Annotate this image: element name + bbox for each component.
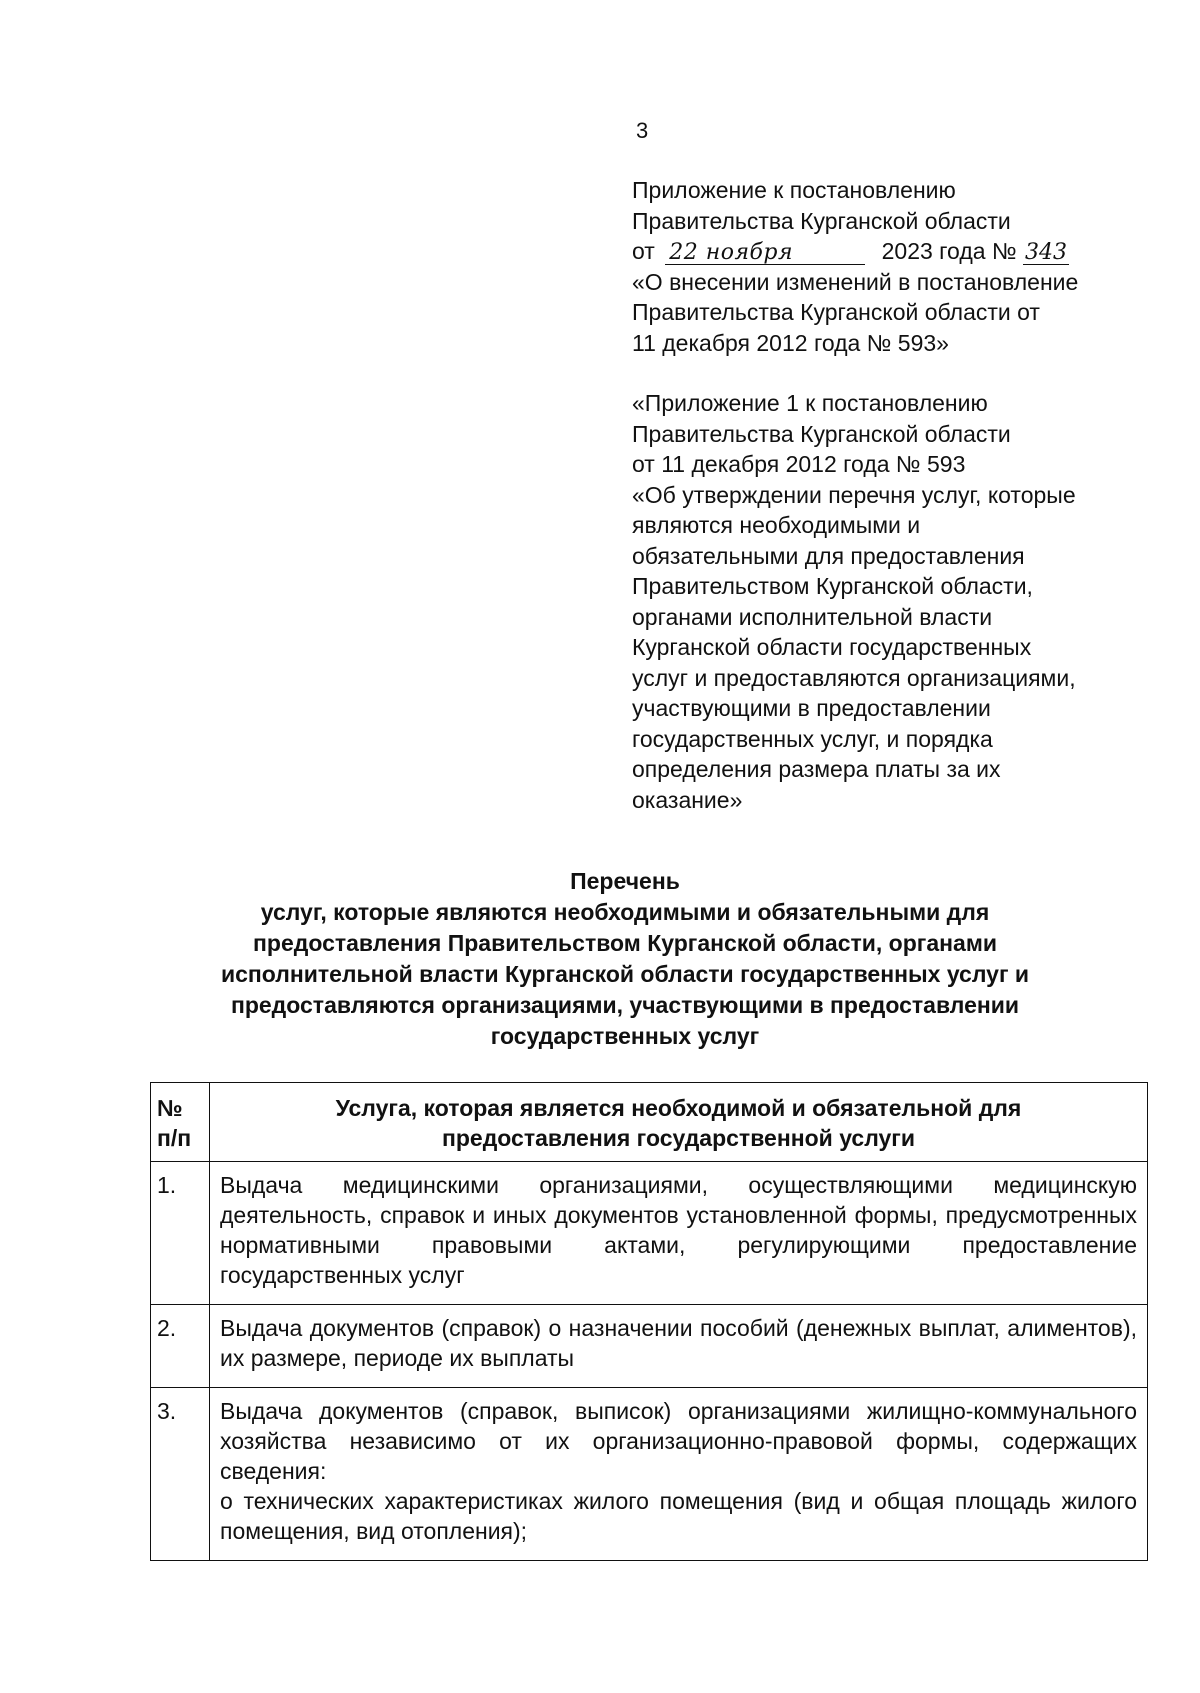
year-text: 2023 года №	[881, 238, 1017, 264]
document-title	[150, 866, 1100, 1052]
date-prefix: от	[632, 238, 655, 264]
services-table	[150, 1082, 1148, 1561]
appendix1-line: Правительством Курганской области,	[632, 573, 1033, 599]
appendix1-line: государственных услуг, и порядка	[632, 725, 993, 752]
page-number: 3	[636, 118, 649, 143]
table-row	[151, 1162, 1148, 1305]
row-service-text-extra: о технических характеристиках жилого помещения (вид и общая площадь жилого помещения, вид отопления);	[220, 1488, 1137, 1544]
appendix1-line: обязательными для предоставления	[632, 542, 1025, 569]
table-row	[151, 1388, 1148, 1561]
appendix1-line: определения размера платы за их	[632, 756, 1001, 782]
handwritten-number: 343	[1025, 240, 1068, 265]
appendix-line: Правительства Курганской области	[632, 207, 1011, 234]
handwritten-date: 22 ноября	[665, 242, 865, 265]
title-heading: Перечень	[570, 868, 680, 894]
appendix1-line: Курганской области государственных	[632, 634, 1032, 660]
appendix1-line: участвующими в предоставлении	[632, 695, 991, 721]
column-header-service-line1: Услуга, которая является необходимой и обязательной для	[335, 1095, 1022, 1121]
appendix-line: Правительства Курганской области от	[632, 299, 1040, 325]
appendix1-line: оказание»	[632, 786, 743, 813]
appendix1-line: от 11 декабря 2012 года № 593	[632, 451, 966, 477]
appendix-1-block	[632, 388, 1172, 815]
column-header-number-line2: п/п	[157, 1125, 192, 1151]
row-number: 1.	[151, 1162, 210, 1305]
appendix1-line: Правительства Курганской области	[632, 420, 1011, 447]
column-header-service	[210, 1083, 1148, 1162]
row-service-text: Выдача документов (справок, выписок) организациями жилищно-коммунального хозяйства независимо от их организационно-правовой формы, содержащих сведения:	[220, 1398, 1137, 1484]
appendix-line: «О внесении изменений в постановление	[632, 268, 1079, 295]
row-service-text: Выдача документов (справок) о назначении пособий (денежных выплат, алиментов), их размере, периоде их выплаты	[210, 1305, 1148, 1388]
column-header-number-line1: №	[157, 1095, 183, 1121]
table-row	[151, 1305, 1148, 1388]
title-subtitle: услуг, которые являются необходимыми и обязательными для предоставления Правительством Курганской области, органами исполнительной власти Курганской области государственных услуг и предоставляются организациями, участвующими в предоставлении государственных услуг	[220, 899, 1030, 1049]
appendix1-line: услуг и предоставляются организациями,	[632, 664, 1076, 691]
appendix1-line: «Приложение 1 к постановлению	[632, 390, 988, 416]
appendix-line: Приложение к постановлению	[632, 177, 956, 203]
appendix-header-block	[632, 175, 1172, 815]
spacer	[632, 358, 1172, 388]
appendix1-line: являются необходимыми и	[632, 512, 921, 538]
row-service-cell	[210, 1388, 1148, 1561]
row-service-text: Выдача медицинскими организациями, осуществляющими медицинскую деятельность, справок и иных документов установленной формы, предусмотренных нормативными правовыми актами, регулирующими предоставление государственных услуг	[210, 1162, 1148, 1305]
table-header-row	[151, 1083, 1148, 1162]
appendix1-line: «Об утверждении перечня услуг, которые	[632, 481, 1076, 508]
column-header-service-line2: предоставления государственной услуги	[441, 1125, 916, 1151]
row-number: 3.	[151, 1388, 210, 1561]
appendix1-line: органами исполнительной власти	[632, 603, 993, 630]
appendix-date-line	[632, 236, 1172, 267]
appendix-line: 11 декабря 2012 года № 593»	[632, 329, 949, 356]
row-number: 2.	[151, 1305, 210, 1388]
column-header-number	[151, 1083, 210, 1162]
